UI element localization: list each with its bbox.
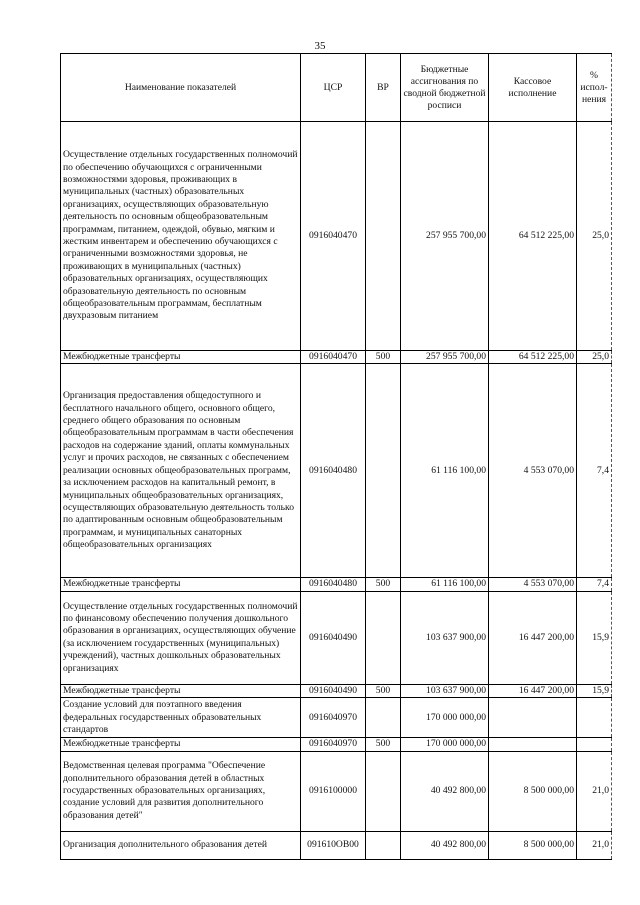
budget-execution-table — [60, 53, 612, 860]
row-vr: 500 — [366, 578, 401, 591]
row-csr: 0916040470 — [301, 122, 366, 351]
row-csr: 0916100000 — [301, 751, 366, 831]
row-name: Осуществление отдельных государственных полномочий по обеспечению обучающихся с ограниченными возможностями здоровья, проживающих в муниципальных (частных) образовательных организациях, осуществляющих образовательную деятельность по основным общеобразовательным программам, питанием, одеждой, обувью, мягким и жестким инвентарем и обеспечению обучающихся с ограниченными возможностями здоровья, не проживающих в муниципальных (частных) образовательных организациях, осуществляющих образовательную деятельность по основным общеобразовательным программам, бесплатным двухразовым питанием — [61, 122, 301, 351]
row-cash: 8 500 000,00 — [489, 831, 577, 859]
row-name: Межбюджетные трансферты — [61, 684, 301, 697]
row-name: Межбюджетные трансферты — [61, 738, 301, 751]
row-pct: 7,4 — [577, 364, 612, 578]
table-row — [61, 578, 612, 591]
table-row — [61, 751, 612, 831]
row-vr — [366, 591, 401, 684]
row-name: Осуществление отдельных государственных полномочий по финансовому обеспечению получения дошкольного образования в организациях, осуществляющих обучение (за исключением государственных (муниципальных) учреждений), частных дошкольных образовательных организациях — [61, 591, 301, 684]
row-name: Создание условий для поэтапного введения федеральных государственных образовательных стандартов — [61, 698, 301, 738]
row-csr: 0916040480 — [301, 578, 366, 591]
row-cash: 16 447 200,00 — [489, 684, 577, 697]
row-csr: 0916040970 — [301, 738, 366, 751]
row-pct — [577, 738, 612, 751]
row-vr — [366, 831, 401, 859]
row-cash — [489, 738, 577, 751]
row-pct: 15,9 — [577, 591, 612, 684]
row-pct — [577, 698, 612, 738]
row-budget: 40 492 800,00 — [401, 751, 489, 831]
table-row — [61, 831, 612, 859]
table-header-row — [61, 54, 612, 122]
header-pct: % испол-нения — [577, 54, 612, 122]
row-cash: 16 447 200,00 — [489, 591, 577, 684]
row-budget: 40 492 800,00 — [401, 831, 489, 859]
row-pct: 25,0 — [577, 351, 612, 364]
table-row — [61, 591, 612, 684]
row-vr: 500 — [366, 684, 401, 697]
row-cash — [489, 698, 577, 738]
table-row — [61, 698, 612, 738]
row-vr: 500 — [366, 351, 401, 364]
table-row — [61, 122, 612, 351]
row-budget: 257 955 700,00 — [401, 122, 489, 351]
row-cash: 64 512 225,00 — [489, 122, 577, 351]
row-vr — [366, 751, 401, 831]
table-row — [61, 738, 612, 751]
row-vr: 500 — [366, 738, 401, 751]
header-csr: ЦСР — [301, 54, 366, 122]
header-vr: ВР — [366, 54, 401, 122]
page-number: 35 — [314, 40, 326, 52]
row-cash: 4 553 070,00 — [489, 578, 577, 591]
header-name: Наименование показателей — [61, 54, 301, 122]
row-budget: 61 116 100,00 — [401, 364, 489, 578]
table-row — [61, 351, 612, 364]
row-csr: 0916040480 — [301, 364, 366, 578]
row-cash: 64 512 225,00 — [489, 351, 577, 364]
row-name: Ведомственная целевая программа "Обеспечение дополнительного образования детей в областных государственных образовательных организациях, создание условий для развития дополнительного образования детей" — [61, 751, 301, 831]
row-pct: 7,4 — [577, 578, 612, 591]
row-pct: 21,0 — [577, 831, 612, 859]
row-csr: 0916040470 — [301, 351, 366, 364]
row-name: Организация предоставления общедоступного и бесплатного начального общего, основного общего, среднего общего образования по основным общеобразовательным программам в части обеспечения расходов на содержание зданий, оплаты коммунальных услуг и прочих расходов, не связанных с обеспечением реализации основных общеобразовательных программ, за исключением расходов на капитальный ремонт, в муниципальных общеобразовательных организациях, осуществляющих образовательную деятельность только по адаптированным основным общеобразовательным программам, и муниципальных санаторных общеобразовательных организациях — [61, 364, 301, 578]
row-pct: 25,0 — [577, 122, 612, 351]
row-budget: 170 000 000,00 — [401, 738, 489, 751]
row-budget: 103 637 900,00 — [401, 591, 489, 684]
header-cash: Кассовое исполнение — [489, 54, 577, 122]
table-row — [61, 684, 612, 697]
row-pct: 15,9 — [577, 684, 612, 697]
row-csr: 0916040490 — [301, 591, 366, 684]
row-budget: 103 637 900,00 — [401, 684, 489, 697]
row-pct: 21,0 — [577, 751, 612, 831]
row-name: Межбюджетные трансферты — [61, 351, 301, 364]
row-budget: 257 955 700,00 — [401, 351, 489, 364]
row-budget: 61 116 100,00 — [401, 578, 489, 591]
row-vr — [366, 698, 401, 738]
row-csr: 091610ОВ00 — [301, 831, 366, 859]
row-vr — [366, 122, 401, 351]
row-vr — [366, 364, 401, 578]
row-csr: 0916040970 — [301, 698, 366, 738]
row-name: Организация дополнительного образования детей — [61, 831, 301, 859]
row-csr: 0916040490 — [301, 684, 366, 697]
row-budget: 170 000 000,00 — [401, 698, 489, 738]
row-name: Межбюджетные трансферты — [61, 578, 301, 591]
header-budget: Бюджетные ассигнования по сводной бюджетной росписи — [401, 54, 489, 122]
row-cash: 4 553 070,00 — [489, 364, 577, 578]
table-row — [61, 364, 612, 578]
row-cash: 8 500 000,00 — [489, 751, 577, 831]
